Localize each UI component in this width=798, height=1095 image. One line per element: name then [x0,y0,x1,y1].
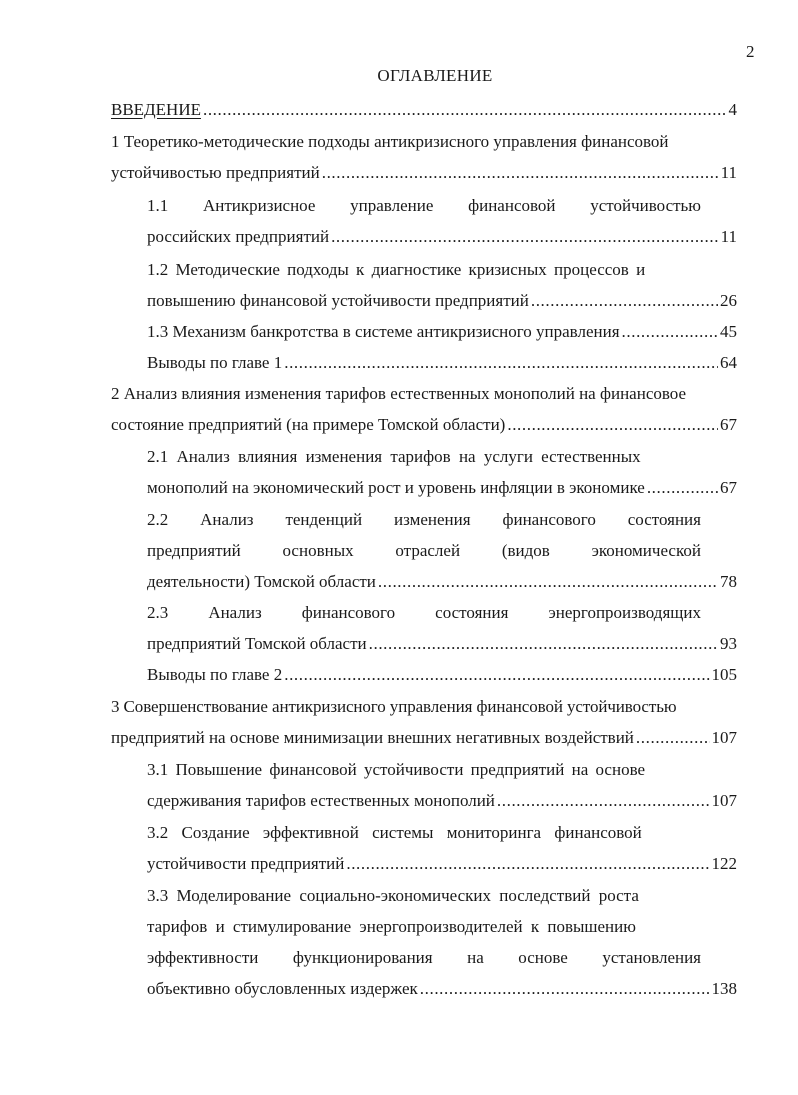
toc-section-3-3-end[interactable] [147,974,737,1004]
toc-title: ОГЛАВЛЕНИЕ [377,66,493,85]
toc-entry-label: 1 Теоретико-методические подходы антикризисного управления финансовой [111,132,669,151]
toc-conclusions-2[interactable] [147,660,737,690]
toc-entry-label: ВВЕДЕНИЕ [111,100,201,119]
toc-word: изменения [394,510,471,529]
toc-conclusions-1[interactable] [147,348,737,378]
toc-word: основных [282,541,354,560]
toc-word: тенденций [285,510,363,529]
toc-word: предприятий [147,541,241,560]
toc-entry-label: предприятий Томской области [147,634,367,653]
toc-section-3-1[interactable] [147,755,701,785]
toc-section-2-3[interactable] [147,598,701,628]
dot-leader [636,723,710,753]
toc-entry-label: 3 Совершенствование антикризисного управления финансовой устойчивостью [111,697,677,716]
toc-chapter-3-title[interactable] [111,692,751,722]
toc-word: финансовой [468,196,556,215]
toc-word: 2.2 [147,510,169,529]
toc-word: экономической [591,541,701,560]
dot-leader [203,95,727,125]
toc-entry-page: 26 [720,291,737,310]
dot-leader [378,567,718,597]
toc-entry-page: 45 [720,322,737,341]
toc-chapter-3-title-cont[interactable] [111,723,737,753]
dot-leader [647,473,718,503]
toc-entry-label: устойчивости предприятий [147,854,345,873]
toc-entry-label: деятельности) Томской области [147,572,376,591]
toc-chapter-2-title-cont[interactable] [111,410,737,440]
toc-section-2-2-cont[interactable] [147,536,701,566]
dot-leader [346,849,709,879]
toc-entry-page: 78 [720,572,737,591]
toc-entry-page: 138 [711,979,737,998]
dot-leader [284,660,709,690]
toc-entry-page: 4 [728,100,737,119]
toc-entry-page: 67 [720,415,737,434]
toc-entry-page: 105 [711,665,737,684]
toc-entry-label: 1.2 Методические подходы к диагностике кризисных процессов и [147,260,646,279]
toc-entry-label: 3.3 Моделирование социально-экономических последствий роста [147,886,639,905]
toc-entry-page: 11 [720,163,737,182]
toc-word: энергопроизводящих [548,603,701,622]
toc-word: финансового [301,603,396,622]
toc-entry-label: устойчивостью предприятий [111,163,320,182]
toc-section-1-1-cont[interactable] [147,222,737,252]
toc-chapter-2-title[interactable] [111,379,751,409]
toc-section-3-2-cont[interactable] [147,849,737,879]
toc-word: эффективности [147,948,259,967]
toc-section-3-2[interactable] [147,818,701,848]
toc-entry-label: предприятий на основе минимизации внешних негативных воздействий [111,728,634,747]
toc-section-1-2[interactable] [147,255,701,285]
toc-entry-label: 1.3 Механизм банкротства в системе антикризисного управления [147,322,620,341]
page-number: 2 [746,42,755,61]
toc-chapter-1-title-cont[interactable] [111,158,737,188]
toc-section-1-2-cont[interactable] [147,286,737,316]
toc-chapter-1-title[interactable] [111,127,747,157]
toc-entry-page: 122 [711,854,737,873]
toc-section-2-1[interactable] [147,442,701,472]
toc-entry-label: тарифов и стимулирование энергопроизводителей к повышению [147,917,636,936]
toc-section-1-3[interactable] [147,317,737,347]
toc-entry-label: российских предприятий [147,227,330,246]
toc-word: 2.3 [147,603,169,622]
toc-entry-label: Выводы по главе 1 [147,353,283,372]
toc-entry-page: 107 [711,728,737,747]
toc-word: устойчивостью [590,196,701,215]
toc-entry-page: 64 [720,353,737,372]
toc-entry-label: сдерживания тарифов естественных монополий [147,791,495,810]
toc-word: отраслей [395,541,461,560]
dot-leader [507,410,718,440]
toc-entry-page: 11 [720,227,737,246]
dot-leader [331,222,719,252]
toc-section-2-2[interactable] [147,505,701,535]
toc-word: Анализ [208,603,262,622]
toc-section-1-1[interactable] [147,191,701,221]
dot-leader [531,286,718,316]
toc-word: на [467,948,484,967]
toc-word: основе [518,948,568,967]
toc-entry-label: объективно обусловленных издержек [147,979,418,998]
dot-leader [622,317,718,347]
dot-leader [369,629,718,659]
toc-entry-label: 2.1 Анализ влияния изменения тарифов на услуги естественных [147,447,641,466]
toc-section-3-3-line2[interactable] [147,912,701,942]
toc-section-3-3[interactable] [147,881,701,911]
toc-word: состояния [435,603,509,622]
toc-entry-page: 93 [720,634,737,653]
toc-word: управление [350,196,434,215]
toc-entry-introduction[interactable] [111,95,737,125]
toc-entry-label: повышению финансовой устойчивости предприятий [147,291,529,310]
toc-word: состояния [627,510,701,529]
toc-section-3-3-line3[interactable] [147,943,701,973]
toc-entry-label: 2 Анализ влияния изменения тарифов естественных монополий на финансовое [111,384,687,403]
toc-word: финансового [502,510,596,529]
dot-leader [322,158,719,188]
toc-entry-label: состояние предприятий (на примере Томской области) [111,415,506,434]
toc-section-2-3-cont[interactable] [147,629,737,659]
toc-word: установления [602,948,701,967]
toc-word: Анализ [200,510,254,529]
dot-leader [497,786,710,816]
toc-word: функционирования [292,948,433,967]
toc-entry-label: монополий на экономический рост и уровень инфляции в экономике [147,478,645,497]
dot-leader [284,348,718,378]
toc-entry-page: 107 [711,791,737,810]
dot-leader [420,974,710,1004]
toc-word: Антикризисное [202,196,316,215]
toc-word: 1.1 [147,196,169,215]
toc-section-3-1-cont[interactable] [147,786,737,816]
toc-entry-label: Выводы по главе 2 [147,665,283,684]
toc-entry-label: 3.1 Повышение финансовой устойчивости предприятий на основе [147,760,646,779]
toc-entry-page: 67 [720,478,737,497]
toc-entry-label: 3.2 Создание эффективной системы мониторинга финансовой [147,823,642,842]
toc-section-2-2-end[interactable] [147,567,737,597]
toc-section-2-1-cont[interactable] [147,473,737,503]
toc-word: (видов [501,541,550,560]
